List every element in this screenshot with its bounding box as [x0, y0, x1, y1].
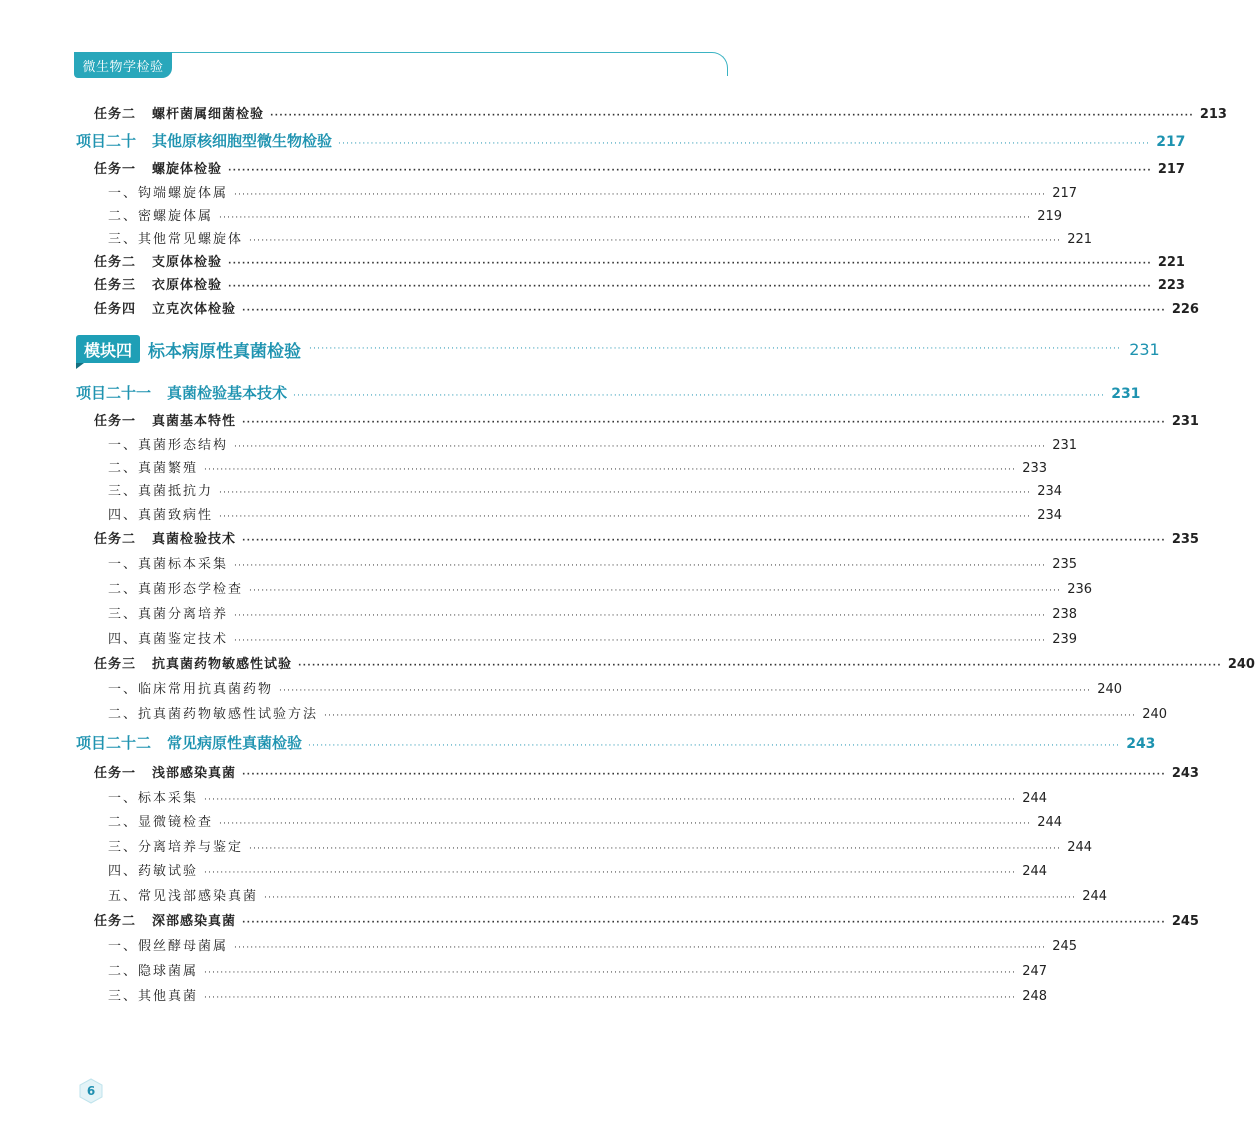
entry-page-number: 231: [1171, 414, 1199, 429]
entry-page-number: 240: [1097, 682, 1123, 697]
entry-title: 衣原体检验: [152, 278, 223, 293]
entry-number: 任务三: [94, 278, 137, 293]
toc-section-entry[interactable]: [108, 228, 1093, 247]
entry-label: 三、真菌分离培养: [108, 607, 229, 622]
entry-page-number: 219: [1037, 209, 1063, 224]
leader-dots: ········································································································································································································: [242, 918, 1166, 928]
entry-page-number: 245: [1052, 939, 1078, 954]
entry-title: 浅部感染真菌: [152, 766, 237, 781]
leader-dots: ········································································································································································································: [204, 795, 1017, 805]
entry-page-number: 244: [1022, 791, 1048, 806]
entry-label: [76, 130, 332, 151]
entry-page-number: 236: [1067, 582, 1093, 597]
entry-page-number: 240: [1227, 657, 1255, 672]
toc-section-entry[interactable]: [108, 787, 1048, 806]
leader-dots: ········································································································································································································: [242, 770, 1166, 780]
entry-label: 三、其他真菌: [108, 989, 199, 1004]
entry-title: 支原体检验: [152, 255, 223, 270]
entry-label: 二、显微镜检查: [108, 815, 214, 830]
entry-number: 项目二十: [76, 132, 137, 150]
entry-title: 抗真菌药物敏感性试验: [152, 657, 293, 672]
entry-label: [94, 158, 222, 177]
page-number-badge: [78, 1078, 104, 1104]
toc-task-entry[interactable]: [94, 103, 1227, 122]
toc-section-entry[interactable]: [108, 985, 1048, 1004]
entry-label: [94, 910, 236, 929]
toc-task-entry[interactable]: [94, 762, 1199, 781]
toc-project-entry[interactable]: [76, 382, 1141, 403]
leader-dots: ········································································································································································································: [219, 512, 1032, 522]
toc-section-entry[interactable]: [108, 860, 1048, 879]
toc-section-entry[interactable]: [108, 504, 1063, 523]
entry-label: 二、抗真菌药物敏感性试验方法: [108, 707, 319, 722]
leader-dots: ········································································································································································································: [298, 661, 1222, 671]
entry-title: 螺杆菌属细菌检验: [152, 107, 265, 122]
entry-label: [94, 274, 222, 293]
entry-label: [94, 410, 236, 429]
entry-number: 任务一: [94, 162, 137, 177]
entry-page-number: 234: [1037, 508, 1063, 523]
leader-dots: ········································································································································································································: [338, 139, 1151, 149]
leader-dots: ········································································································································································································: [204, 465, 1017, 475]
leader-dots: ········································································································································································································: [249, 236, 1062, 246]
toc-section-entry[interactable]: [108, 205, 1063, 224]
entry-label: [94, 762, 236, 781]
entry-page-number: 233: [1022, 461, 1048, 476]
entry-title: 真菌检验基本技术: [167, 384, 288, 402]
entry-label: 二、隐球菌属: [108, 964, 199, 979]
entry-page-number: 235: [1171, 532, 1199, 547]
entry-page-number: 235: [1052, 557, 1078, 572]
entry-label: [76, 732, 302, 753]
entry-number: 项目二十二: [76, 734, 152, 752]
entry-label: [94, 298, 236, 317]
leader-dots: ········································································································································································································: [219, 819, 1032, 829]
toc-section-entry[interactable]: [108, 603, 1078, 622]
leader-dots: ········································································································································································································: [219, 488, 1032, 498]
entry-label: 四、真菌鉴定技术: [108, 632, 229, 647]
book-title-tab: [74, 52, 172, 78]
entry-label: [76, 382, 287, 403]
entry-page-number: 244: [1037, 815, 1063, 830]
toc-section-entry[interactable]: [108, 960, 1048, 979]
entry-number: 任务四: [94, 302, 137, 317]
leader-dots: ········································································································································································································: [204, 993, 1017, 1003]
leader-dots: ········································································································································································································: [242, 306, 1166, 316]
entry-number: 任务三: [94, 657, 137, 672]
toc-task-entry[interactable]: [94, 158, 1185, 177]
leader-dots: ········································································································································································································: [234, 561, 1047, 571]
leader-dots: ········································································································································································································: [270, 111, 1194, 121]
leader-dots: ········································································································································································································: [228, 282, 1152, 292]
entry-label: 一、临床常用抗真菌药物: [108, 682, 274, 697]
entry-number: 任务二: [94, 255, 137, 270]
toc-task-entry[interactable]: [94, 251, 1185, 270]
entry-page-number: 243: [1126, 736, 1156, 752]
toc-task-entry[interactable]: [94, 298, 1199, 317]
leader-dots: ········································································································································································································: [234, 636, 1047, 646]
entry-number: 项目二十一: [76, 384, 152, 402]
toc-section-entry[interactable]: [108, 182, 1078, 201]
page-number: 6: [86, 1084, 96, 1098]
entry-page-number: 244: [1082, 889, 1108, 904]
toc-section-entry[interactable]: [108, 885, 1108, 904]
leader-dots: ········································································································································································································: [219, 213, 1032, 223]
leader-dots: ········································································································································································································: [293, 391, 1106, 401]
entry-page-number: 239: [1052, 632, 1078, 647]
entry-number: 任务一: [94, 766, 137, 781]
entry-title: 螺旋体检验: [152, 162, 223, 177]
toc-section-entry[interactable]: [108, 678, 1123, 697]
module-badge: [76, 335, 140, 363]
entry-number: 任务一: [94, 414, 137, 429]
toc-task-entry[interactable]: [94, 910, 1199, 929]
toc-project-entry[interactable]: [76, 130, 1186, 151]
leader-dots: ········································································································································································································: [228, 259, 1152, 269]
toc-task-entry[interactable]: [94, 528, 1199, 547]
entry-label: 一、标本采集: [108, 791, 199, 806]
entry-number: 任务二: [94, 914, 137, 929]
toc-section-entry[interactable]: [108, 811, 1063, 830]
entry-page-number: 217: [1052, 186, 1078, 201]
entry-page-number: 221: [1067, 232, 1093, 247]
entry-label: 一、假丝酵母菌属: [108, 939, 229, 954]
entry-page-number: 238: [1052, 607, 1078, 622]
toc-task-entry[interactable]: [94, 653, 1255, 672]
entry-number: 任务二: [94, 532, 137, 547]
leader-dots: ········································································································································································································: [264, 893, 1077, 903]
toc-task-entry[interactable]: [94, 410, 1199, 429]
entry-label: 五、常见浅部感染真菌: [108, 889, 259, 904]
toc-section-entry[interactable]: [108, 628, 1078, 647]
entry-label: [94, 251, 222, 270]
book-title: 微生物学检验: [82, 59, 164, 75]
entry-title: 真菌检验技术: [152, 532, 237, 547]
entry-page-number: 231: [1111, 386, 1141, 402]
entry-page-number: 248: [1022, 989, 1048, 1004]
entry-label: [94, 528, 236, 547]
leader-dots: ········································································································································································································: [242, 536, 1166, 546]
toc-section-entry[interactable]: [108, 935, 1078, 954]
entry-label: 二、真菌形态学检查: [108, 582, 244, 597]
entry-page-number: 217: [1157, 162, 1185, 177]
entry-title: 深部感染真菌: [152, 914, 237, 929]
toc-section-entry[interactable]: [108, 553, 1078, 572]
leader-dots: ········································································································································································································: [249, 586, 1062, 596]
entry-page-number: 213: [1199, 107, 1227, 122]
leader-dots: ········································································································································································································: [234, 190, 1047, 200]
leader-dots: ········································································································································································································: [234, 943, 1047, 953]
leader-dots: ········································································································································································································: [204, 968, 1017, 978]
entry-label: 三、其他常见螺旋体: [108, 232, 244, 247]
leader-dots: ········································································································································································································: [324, 711, 1137, 721]
module-badge-label: 模块四: [84, 340, 133, 360]
leader-dots: ········································································································································································································: [204, 868, 1017, 878]
entry-number: 任务二: [94, 107, 137, 122]
entry-page-number: 240: [1142, 707, 1168, 722]
entry-label: 四、药敏试验: [108, 864, 199, 879]
toc-section-entry[interactable]: [108, 578, 1093, 597]
leader-dots: ········································································································································································································: [234, 442, 1047, 452]
entry-title: 真菌基本特性: [152, 414, 237, 429]
entry-page-number: 244: [1067, 840, 1093, 855]
entry-title: 立克次体检验: [152, 302, 237, 317]
toc-task-entry[interactable]: [94, 274, 1185, 293]
toc-section-entry[interactable]: [108, 480, 1063, 499]
entry-label: 一、真菌标本采集: [108, 557, 229, 572]
entry-page-number: 243: [1171, 766, 1199, 781]
entry-page-number: 221: [1157, 255, 1185, 270]
entry-page-number: 231: [1052, 438, 1078, 453]
entry-label: 一、真菌形态结构: [108, 438, 229, 453]
entry-label: 三、真菌抵抗力: [108, 484, 214, 499]
leader-dots: ········································································································································································································: [308, 741, 1121, 751]
toc-section-entry[interactable]: [108, 434, 1078, 453]
header-frame: [74, 52, 728, 76]
toc-project-entry[interactable]: [76, 732, 1156, 753]
module-page: 231: [1129, 339, 1160, 359]
entry-title: 其他原核细胞型微生物检验: [152, 132, 333, 150]
module-title: 标本病原性真菌检验: [148, 341, 302, 362]
leader-dots: ········································································································································································································: [309, 344, 1122, 354]
entry-label: 一、钩端螺旋体属: [108, 186, 229, 201]
entry-page-number: 226: [1171, 302, 1199, 317]
entry-page-number: 247: [1022, 964, 1048, 979]
leader-dots: ········································································································································································································: [228, 166, 1152, 176]
entry-label: 三、分离培养与鉴定: [108, 840, 244, 855]
toc-section-entry[interactable]: [108, 703, 1168, 722]
entry-label: [94, 103, 264, 122]
leader-dots: ········································································································································································································: [249, 844, 1062, 854]
leader-dots: ········································································································································································································: [279, 686, 1092, 696]
entry-label: 四、真菌致病性: [108, 508, 214, 523]
toc-section-entry[interactable]: [108, 457, 1048, 476]
entry-label: 二、真菌繁殖: [108, 461, 199, 476]
module-heading[interactable]: [76, 334, 1160, 364]
entry-label: 二、密螺旋体属: [108, 209, 214, 224]
entry-label: [94, 653, 292, 672]
entry-title: 常见病原性真菌检验: [167, 734, 303, 752]
leader-dots: ········································································································································································································: [234, 611, 1047, 621]
entry-page-number: 217: [1156, 134, 1186, 150]
entry-page-number: 223: [1157, 278, 1185, 293]
entry-page-number: 244: [1022, 864, 1048, 879]
leader-dots: ········································································································································································································: [242, 418, 1166, 428]
entry-page-number: 245: [1171, 914, 1199, 929]
entry-page-number: 234: [1037, 484, 1063, 499]
toc-section-entry[interactable]: [108, 836, 1093, 855]
